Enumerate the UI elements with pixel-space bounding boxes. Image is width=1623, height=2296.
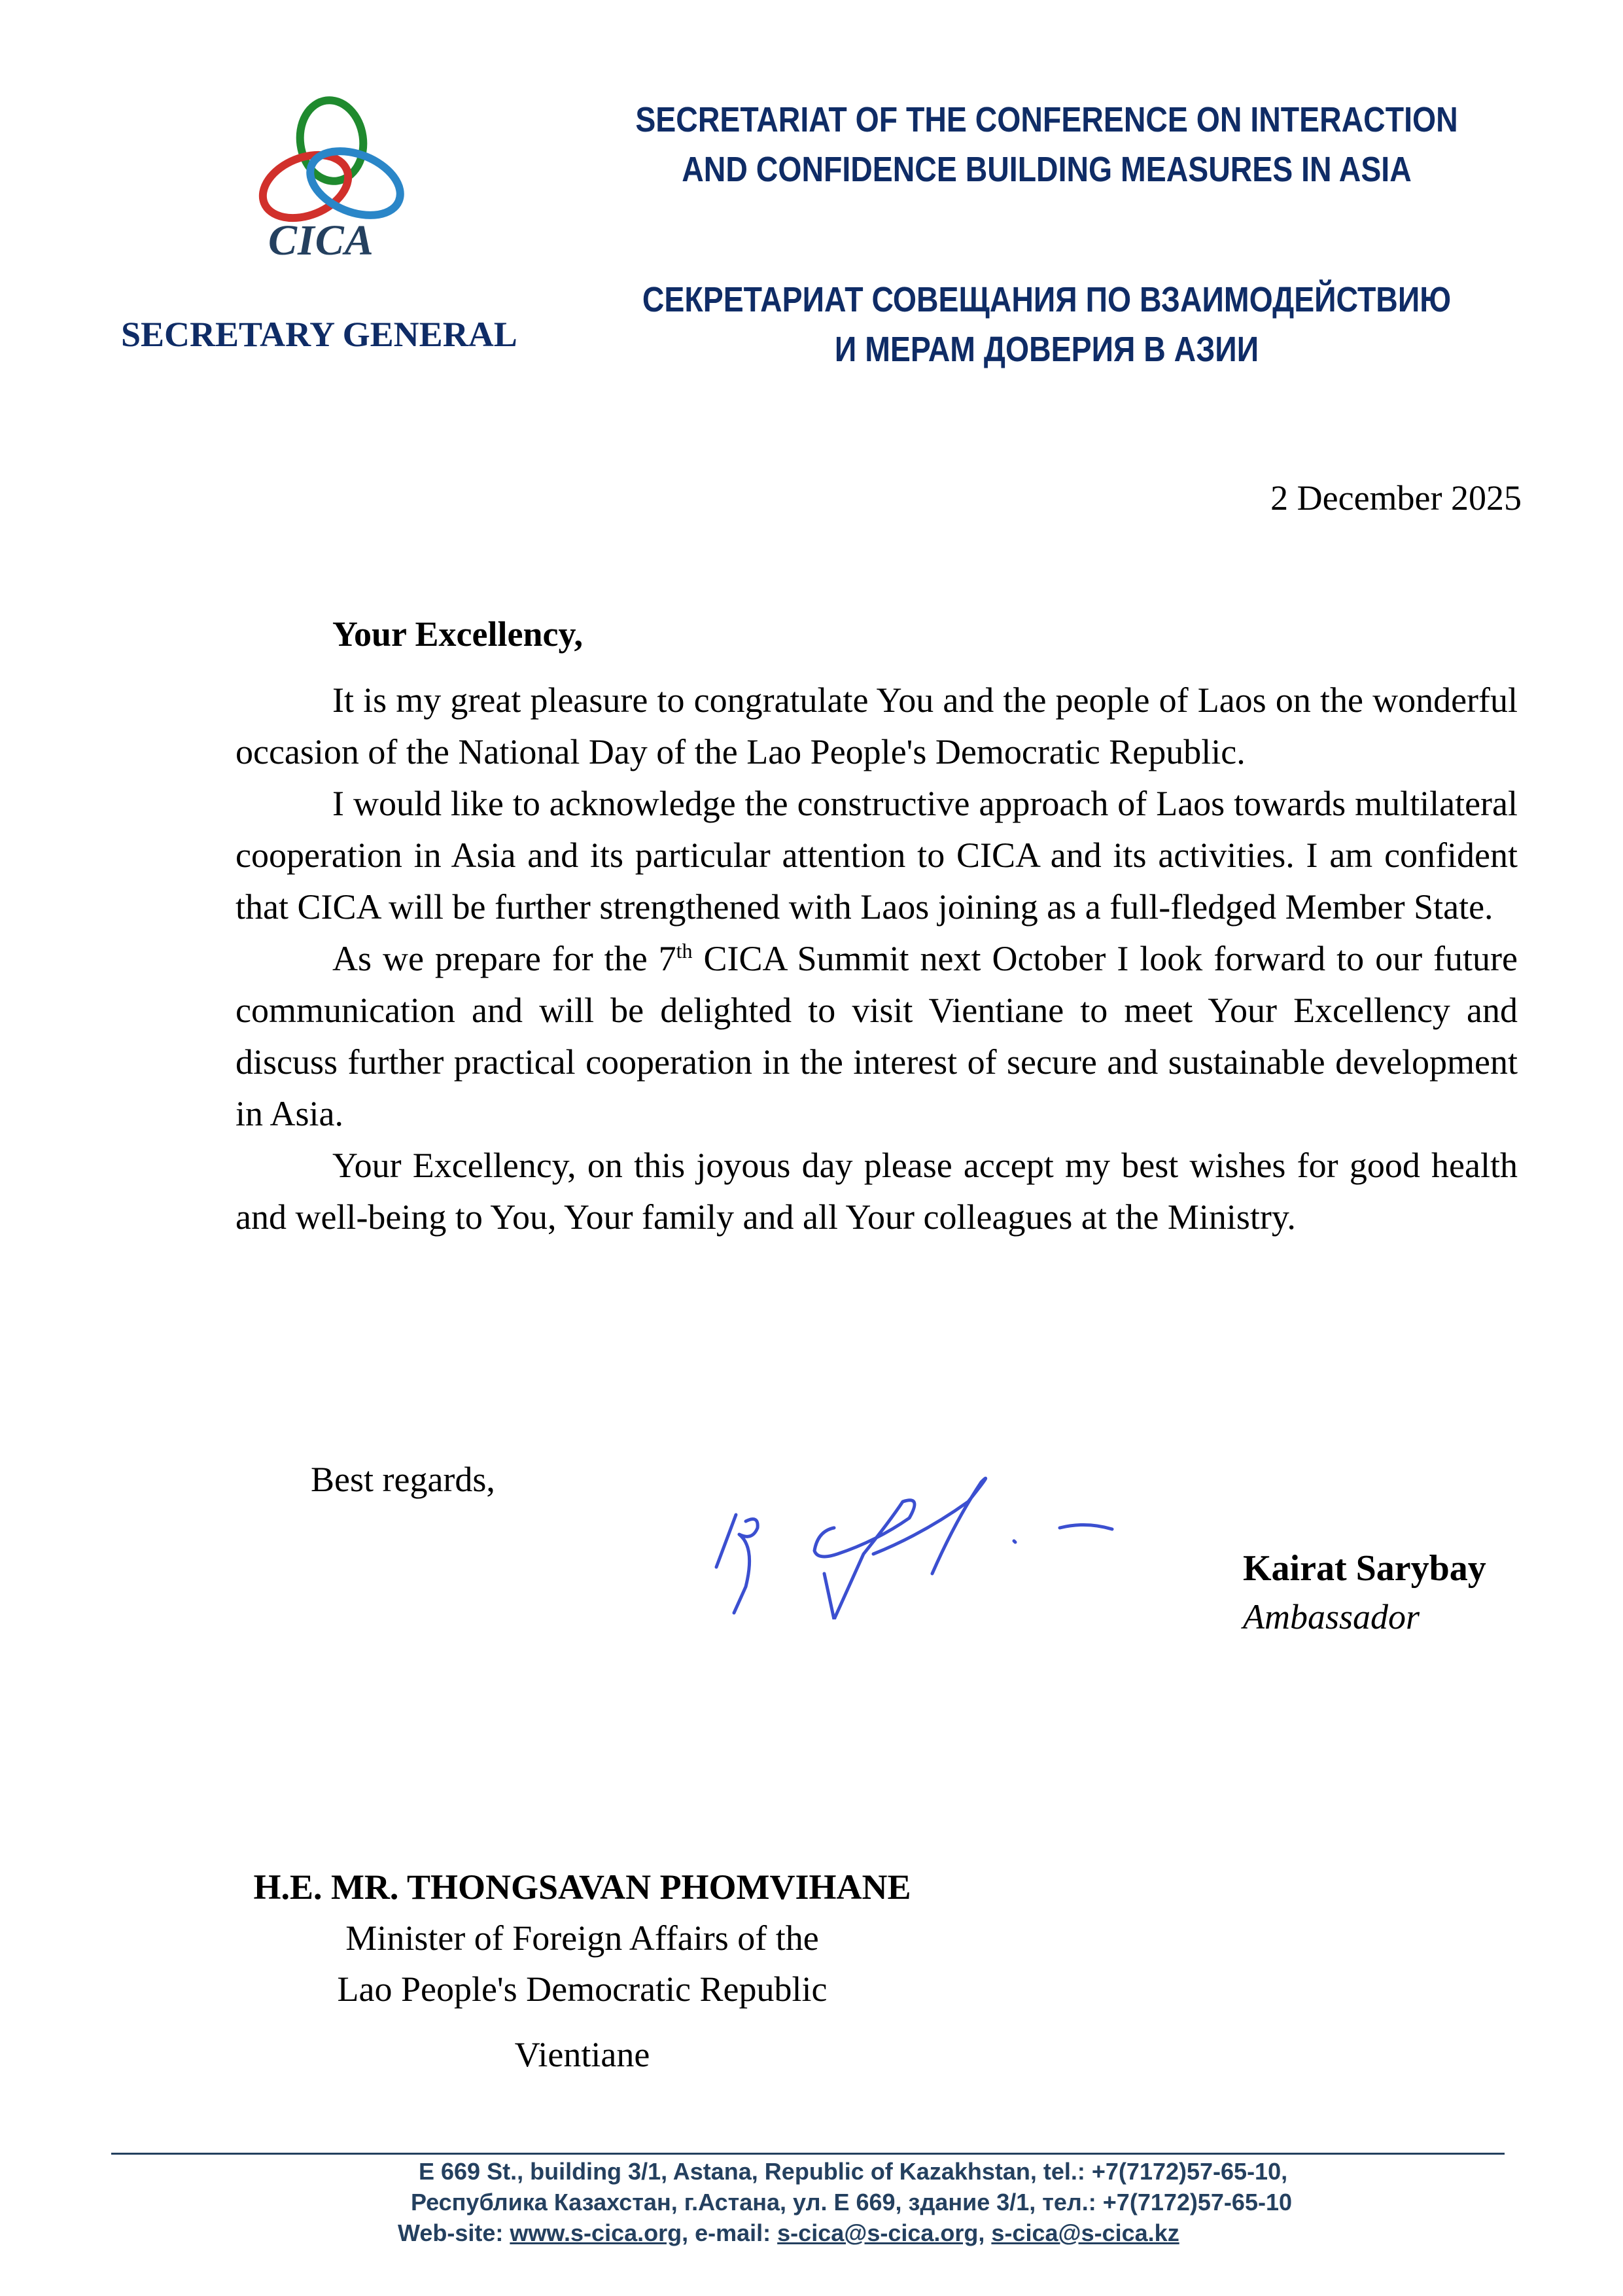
org-name-en-line2: AND CONFIDENCE BUILDING MEASURES IN ASIA [682, 150, 1412, 189]
letter-body [236, 609, 1518, 1243]
email-link-org[interactable]: s-cica@s-cica.org [777, 2219, 979, 2246]
footer-address-en: E 669 St., building 3/1, Astana, Republic of Kazakhstan, tel.: +7(7172)57-65-10, [419, 2158, 1288, 2185]
signer-name: Kairat Sarybay [1243, 1548, 1486, 1589]
paragraph-1: It is my great pleasure to congratulate You and the people of Laos on the wonderful occasion of the National Day of the Lao People's Democratic Republic. [236, 680, 1518, 771]
website-label: Web-site: [398, 2219, 510, 2246]
signer-title: Ambassador [1243, 1597, 1420, 1636]
addressee-block [196, 1862, 968, 2080]
addressee-name: H.E. MR. THONGSAVAN PHOMVIHANE [253, 1867, 911, 1907]
secretary-general-title: SECRETARY GENERAL [121, 315, 517, 354]
salutation: Your Excellency, [332, 614, 583, 654]
email-link-kz[interactable]: s-cica@s-cica.kz [991, 2219, 1179, 2246]
org-name-en-line1: SECRETARIAT OF THE CONFERENCE ON INTERACTION [635, 100, 1458, 139]
signature-icon [707, 1456, 1204, 1619]
footer-address-ru: Республика Казахстан, г.Астана, ул. Е 669, здание 3/1, тел.: +7(7172)57-65-10 [411, 2189, 1292, 2216]
paragraph-2: I would like to acknowledge the constructive approach of Laos towards multilateral cooperation in Asia and its particular attention to CICA and its activities. I am confident that CICA will be further strengthened with Laos joining as a full-fledged Member State. [236, 784, 1518, 927]
footer-contacts [262, 2217, 1505, 2248]
addressee-position-line1: Minister of Foreign Affairs of the [345, 1918, 819, 1958]
letter-date: 2 December 2025 [1270, 478, 1522, 518]
closing: Best regards, [311, 1460, 495, 1499]
email-separator: , [978, 2219, 992, 2246]
addressee-city: Vientiane [514, 2035, 650, 2074]
ordinal-suffix: th [676, 939, 693, 963]
paragraph-3 [236, 933, 1518, 1140]
footer-divider [111, 2153, 1505, 2155]
addressee-position-line2: Lao People's Democratic Republic [337, 1969, 828, 2009]
logo-text: CICA [268, 217, 374, 264]
org-name-ru-line1: СЕКРЕТАРИАТ СОВЕЩАНИЯ ПО ВЗАИМОДЕЙСТВИЮ [642, 280, 1452, 319]
footer [262, 2156, 1505, 2248]
paragraph-3-rest: CICA Summit next October I look forward to our future communication and will be delighted to visit Vientiane to meet Your Excellency and discuss further practical cooperation in the interest of secure and sustainable development in Asia. [236, 939, 1518, 1133]
org-name-russian [619, 275, 1474, 374]
org-name-english [619, 95, 1474, 194]
website-link[interactable]: www.s-cica.org [510, 2219, 682, 2246]
org-name-ru-line2: И МЕРАМ ДОВЕРИЯ В АЗИИ [834, 330, 1259, 369]
cica-logo-icon [252, 92, 409, 222]
email-label: , e-mail: [682, 2219, 778, 2246]
paragraph-3-start: As we prepare for the 7 [332, 939, 676, 978]
paragraph-4: Your Excellency, on this joyous day please accept my best wishes for good health and well-being to You, Your family and all Your colleagues at the Ministry. [236, 1146, 1518, 1237]
